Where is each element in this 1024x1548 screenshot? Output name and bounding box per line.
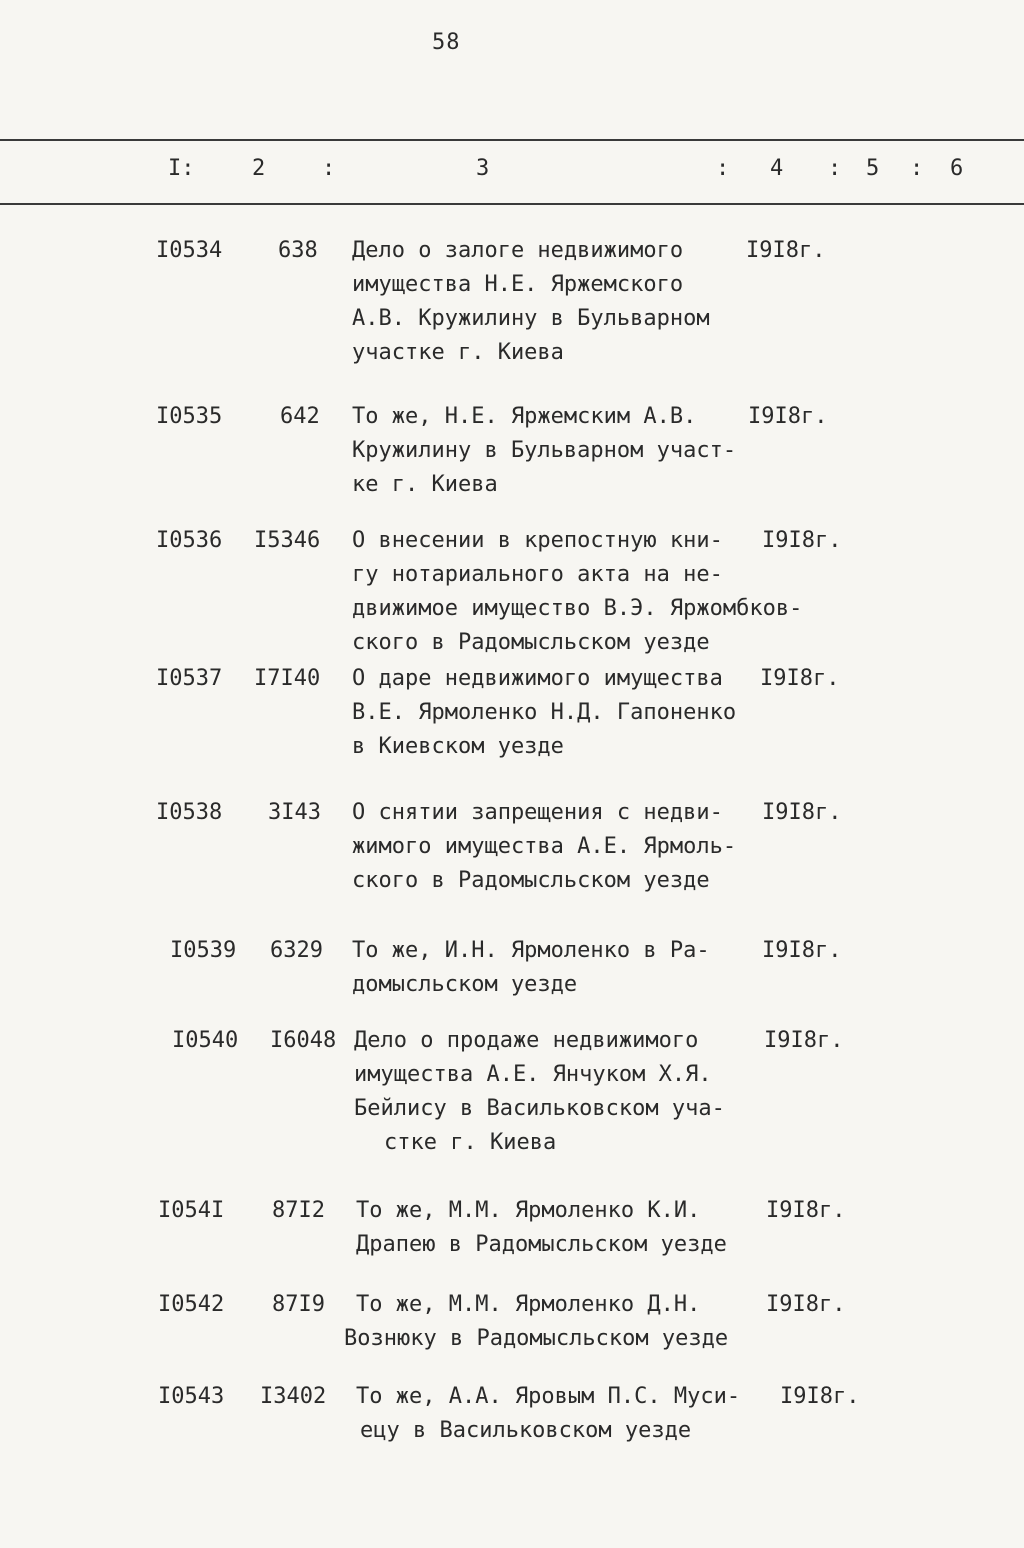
record-number: I0540 [172,1028,239,1053]
record-number: I0538 [156,800,223,825]
column-header-5: 5 [866,156,880,181]
description-line: Бейлису в Васильковском уча- [354,1096,725,1121]
record-description [352,934,762,1002]
record-number: I0534 [156,238,223,263]
description-line: Кружилину в Бульварном участ- [352,438,737,463]
record-year: I9I8г. [748,404,828,429]
record-description [352,662,762,764]
column-separator: : [910,156,924,181]
description-line: в Киевском уезде [352,734,564,759]
top-rule [0,139,1024,141]
column-header-2: 2 [252,156,266,181]
record-description [352,796,762,898]
record-year: I9I8г. [766,1198,846,1223]
column-header-6: 6 [950,156,964,181]
description-line: А.В. Кружилину в Бульварном [352,306,710,331]
description-line: То же, И.Н. Ярмоленко в Ра- [352,938,710,963]
description-line: В.Е. Ярмоленко Н.Д. Гапоненко [352,700,737,725]
file-code: 642 [280,404,320,429]
description-line: То же, М.М. Ярмоленко Д.Н. [356,1292,701,1317]
record-year: I9I8г. [762,800,842,825]
record-number: I0535 [156,404,223,429]
record-year: I9I8г. [760,666,840,691]
record-number: I0536 [156,528,223,553]
description-line: Драпею в Радомысльском уезде [356,1232,727,1257]
description-line: Вознюку в Радомысльском уезде [344,1326,729,1351]
column-header-3: 3 [476,156,490,181]
description-line: участке г. Киева [352,340,564,365]
description-line: гу нотариального акта на не- [352,562,723,587]
record-year: I9I8г. [766,1292,846,1317]
description-line: То же, М.М. Ярмоленко К.И. [356,1198,701,1223]
record-description [354,1024,764,1160]
description-line: ецу в Васильковском уезде [360,1418,692,1443]
record-number: I054I [158,1198,225,1223]
record-year: I9I8г. [780,1384,860,1409]
record-number: I0537 [156,666,223,691]
column-header-1: I: [168,156,195,181]
page-number: 58 [432,30,461,55]
description-line: жимого имущества А.Е. Ярмоль- [352,834,737,859]
description-line: ского в Радомысльском уезде [352,630,710,655]
description-line: О снятии запрещения с недви- [352,800,723,825]
file-code: 638 [278,238,318,263]
file-code: 87I2 [272,1198,325,1223]
column-header-row [0,156,1024,186]
record-year: I9I8г. [762,938,842,963]
description-line: То же, Н.Е. Яржемским А.В. [352,404,697,429]
header-bottom-rule [0,203,1024,205]
record-description [344,1288,754,1356]
column-header-4: 4 [770,156,784,181]
file-code: 87I9 [272,1292,325,1317]
column-separator: : [322,156,336,181]
description-line: движимое имущество В.Э. Яржомбков- [352,596,803,621]
file-code: 3I43 [268,800,321,825]
record-year: I9I8г. [764,1028,844,1053]
description-line: О внесении в крепостную кни- [352,528,723,553]
description-line: ке г. Киева [352,472,498,497]
record-description [356,1380,766,1448]
record-description [352,234,762,370]
record-year: I9I8г. [746,238,826,263]
file-code: I5346 [254,528,321,553]
file-code: I7I40 [254,666,321,691]
description-line: Дело о залоге недвижимого [352,238,684,263]
description-line: ского в Радомысльском уезде [352,868,710,893]
description-line: Дело о продаже недвижимого [354,1028,699,1053]
file-code: 6329 [270,938,323,963]
description-line: О даре недвижимого имущества [352,666,723,691]
record-year: I9I8г. [762,528,842,553]
column-separator: : [716,156,730,181]
record-number: I0539 [170,938,237,963]
description-line: стке г. Киева [384,1130,557,1155]
description-line: имущества А.Е. Янчуком Х.Я. [354,1062,712,1087]
description-line: домысльском уезде [352,972,578,997]
description-line: То же, А.А. Яровым П.С. Муси- [356,1384,741,1409]
description-line: имущества Н.Е. Яржемского [352,272,684,297]
record-description [352,400,762,502]
file-code: I3402 [260,1384,327,1409]
record-number: I0542 [158,1292,225,1317]
file-code: I6048 [270,1028,337,1053]
record-number: I0543 [158,1384,225,1409]
record-description [356,1194,766,1262]
column-separator: : [828,156,842,181]
